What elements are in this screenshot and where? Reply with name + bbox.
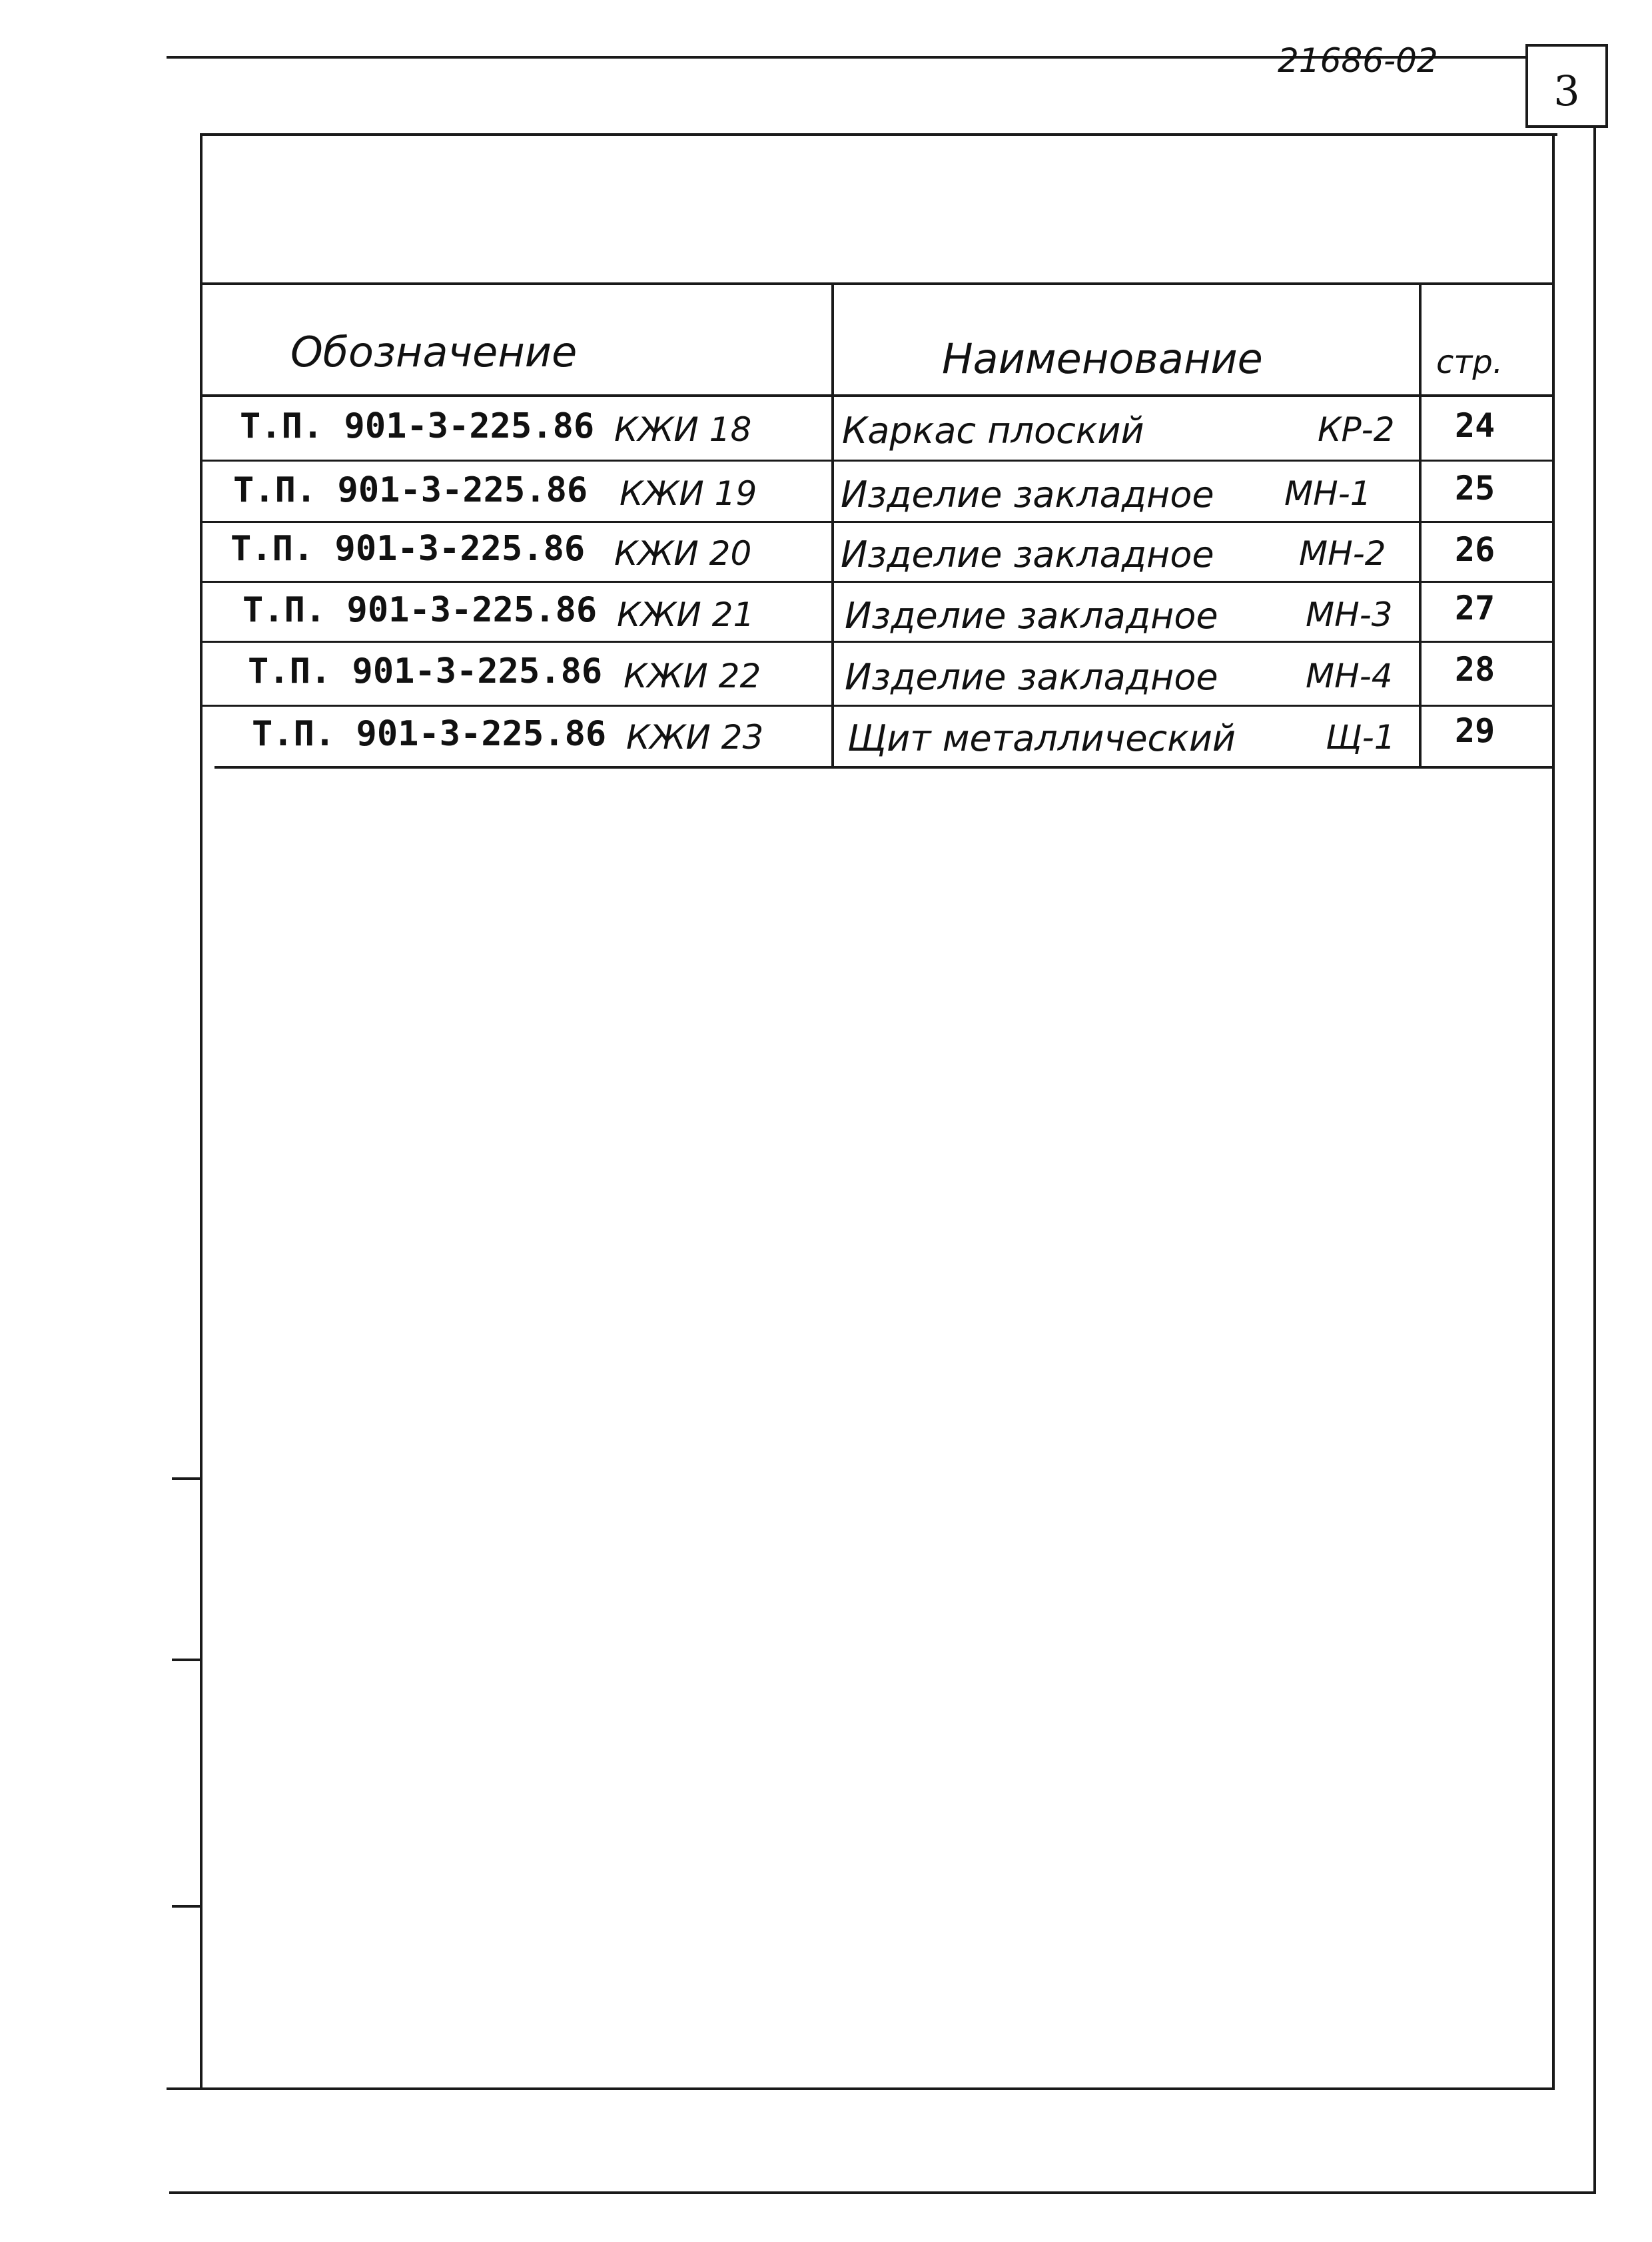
row-rule [201,521,1553,523]
row-name: Щит металлический [847,717,1236,759]
row-name: Изделие закладное [845,595,1218,637]
header-bottom [201,394,1553,397]
table-bottom [214,766,1553,769]
header-name: Наименование [942,334,1263,383]
row-page: 24 [1455,406,1495,445]
row-designation: Т.П. 901-3-225.86 [233,470,588,510]
row-name: Каркас плоский [842,410,1144,452]
col-divider-page [1419,282,1422,769]
margin-tick [172,1905,201,1908]
row-designation: Т.П. 901-3-225.86 [252,714,607,754]
row-page: 26 [1455,530,1495,569]
row-mark: КЖИ 21 [617,595,755,634]
row-item: Щ-1 [1326,718,1396,757]
document-code: 21686-02 [1278,41,1438,80]
row-name: Изделие закладное [845,656,1218,698]
row-name: Изделие закладное [841,534,1214,575]
row-item: МН-1 [1284,474,1372,513]
row-mark: КЖИ 22 [623,657,761,695]
row-designation: Т.П. 901-3-225.86 [230,529,586,569]
row-designation: Т.П. 901-3-225.86 [242,590,598,630]
row-page: 27 [1455,589,1495,627]
header-designation: Обозначение [290,328,578,376]
row-item: МН-3 [1306,595,1393,634]
frame-bottom [169,2191,1596,2194]
frame-right [1593,128,1596,2193]
row-rule [201,705,1553,707]
header-page: стр. [1436,344,1503,381]
table-top [201,282,1553,285]
page-number-box [1525,44,1608,128]
row-rule [201,581,1553,583]
row-page: 29 [1455,711,1495,750]
row-designation: Т.П. 901-3-225.86 [248,651,603,691]
sheet-top [201,133,1557,136]
row-mark: КЖИ 18 [614,410,752,449]
sheet-bottom [167,2087,1555,2090]
row-designation: Т.П. 901-3-225.86 [240,406,595,446]
row-page: 25 [1455,469,1495,508]
row-page: 28 [1455,650,1495,689]
margin-tick [172,1659,201,1661]
sheet-left [200,133,203,2090]
row-name: Изделие закладное [841,474,1214,516]
row-item: МН-4 [1306,657,1393,695]
row-mark: КЖИ 23 [626,718,764,757]
col-divider-name [831,282,834,769]
row-item: КР-2 [1318,410,1395,449]
row-rule [201,460,1553,462]
row-mark: КЖИ 20 [614,534,752,573]
row-item: МН-2 [1299,534,1386,573]
page-number: 3 [1553,67,1580,115]
row-rule [201,641,1553,643]
margin-tick [172,1477,201,1480]
sheet-right [1552,133,1555,2090]
row-mark: КЖИ 19 [620,474,757,513]
